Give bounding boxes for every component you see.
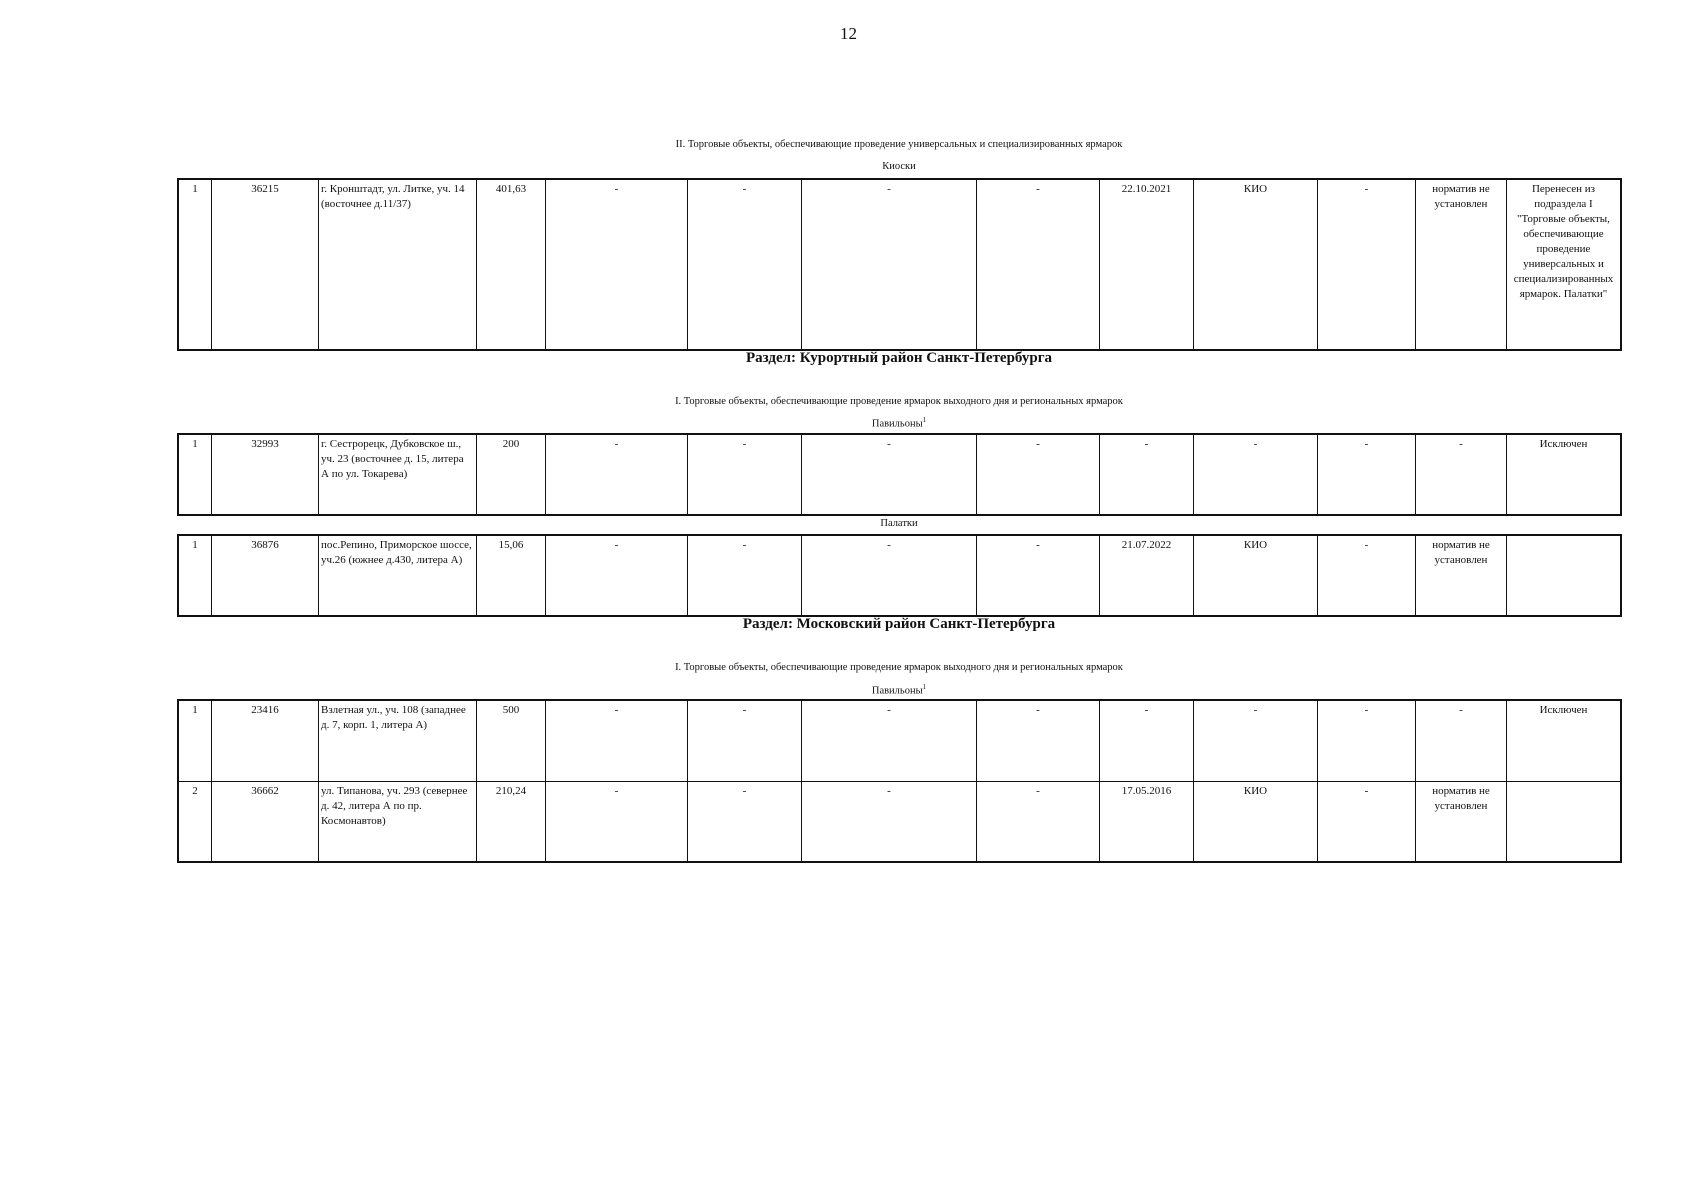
block2-subcaption-text: Павильоны	[871, 418, 923, 430]
cell-col7: -	[802, 435, 977, 515]
cell-area: 210,24	[477, 781, 546, 862]
cell-col11: -	[1318, 781, 1416, 862]
table-row	[179, 781, 1621, 862]
cell-area: 500	[477, 701, 546, 782]
cell-col8: -	[977, 536, 1100, 616]
block4-subcaption-text: Павильоны	[871, 685, 923, 697]
cell-col7: -	[802, 781, 977, 862]
cell-col5: -	[546, 435, 688, 515]
cell-col7: -	[802, 180, 977, 350]
table-row	[179, 180, 1621, 350]
cell-org: -	[1194, 701, 1318, 782]
cell-col8: -	[977, 180, 1100, 350]
block3-subcaption: Палатки	[880, 518, 918, 529]
cell-date: 21.07.2022	[1100, 536, 1194, 616]
cell-col7: -	[802, 536, 977, 616]
cell-area: 401,63	[477, 180, 546, 350]
cell-number: 2	[179, 781, 212, 862]
footnote-mark: 1	[922, 683, 927, 691]
cell-col6: -	[688, 435, 802, 515]
cell-date: -	[1100, 701, 1194, 782]
cell-id: 23416	[212, 701, 319, 782]
cell-col8: -	[977, 701, 1100, 782]
cell-norm: норматив не установлен	[1416, 180, 1507, 350]
block4-subcaption	[178, 683, 1620, 697]
cell-col11: -	[1318, 180, 1416, 350]
cell-id: 36876	[212, 536, 319, 616]
cell-org: КИО	[1194, 536, 1318, 616]
cell-note: Исключен	[1507, 701, 1621, 782]
cell-col5: -	[546, 701, 688, 782]
section-heading-kurortny: Раздел: Курортный район Санкт-Петербурга	[745, 350, 1053, 366]
cell-number: 1	[179, 435, 212, 515]
cell-col6: -	[688, 180, 802, 350]
cell-norm: норматив не установлен	[1416, 536, 1507, 616]
cell-address: пос.Репино, Приморское шоссе, уч.26 (южнее д.430, литера А)	[319, 536, 477, 616]
cell-date: 17.05.2016	[1100, 781, 1194, 862]
cell-norm: норматив не установлен	[1416, 781, 1507, 862]
cell-col6: -	[688, 781, 802, 862]
cell-address: г. Сестрорецк, Дубковское ш., уч. 23 (восточнее д. 15, литера А по ул. Токарева)	[319, 435, 477, 515]
table-pavilions-kurortny	[178, 434, 1621, 515]
cell-norm: -	[1416, 435, 1507, 515]
footnote-mark: 1	[922, 416, 927, 424]
cell-note: Исключен	[1507, 435, 1621, 515]
block2-subcaption	[178, 416, 1620, 430]
table-tents-kurortny	[178, 535, 1621, 616]
block1-subcaption: Киоски	[882, 161, 916, 172]
cell-col8: -	[977, 435, 1100, 515]
cell-number: 1	[179, 536, 212, 616]
cell-note	[1507, 536, 1621, 616]
cell-address: ул. Типанова, уч. 293 (севернее д. 42, литера А по пр. Космонавтов)	[319, 781, 477, 862]
cell-norm: -	[1416, 701, 1507, 782]
cell-id: 36215	[212, 180, 319, 350]
table-row	[179, 435, 1621, 515]
cell-org: -	[1194, 435, 1318, 515]
cell-id: 32993	[212, 435, 319, 515]
block4-caption: I. Торговые объекты, обеспечивающие проведение ярмарок выходного дня и региональных ярмарок	[675, 662, 1123, 673]
cell-note	[1507, 781, 1621, 862]
table-kiosks	[178, 179, 1621, 350]
cell-area: 15,06	[477, 536, 546, 616]
cell-address: г. Кронштадт, ул. Литке, уч. 14 (восточнее д.11/37)	[319, 180, 477, 350]
cell-col6: -	[688, 701, 802, 782]
cell-col5: -	[546, 180, 688, 350]
cell-col11: -	[1318, 435, 1416, 515]
cell-number: 1	[179, 180, 212, 350]
table-row	[179, 701, 1621, 782]
cell-number: 1	[179, 701, 212, 782]
page-number: 12	[840, 24, 857, 43]
cell-col5: -	[546, 536, 688, 616]
cell-date: 22.10.2021	[1100, 180, 1194, 350]
block2-caption: I. Торговые объекты, обеспечивающие проведение ярмарок выходного дня и региональных ярмарок	[675, 396, 1123, 407]
cell-col7: -	[802, 701, 977, 782]
cell-col6: -	[688, 536, 802, 616]
cell-col8: -	[977, 781, 1100, 862]
section-heading-moskovsky: Раздел: Московский район Санкт-Петербурга	[742, 616, 1056, 632]
cell-address: Взлетная ул., уч. 108 (западнее д. 7, корп. 1, литера А)	[319, 701, 477, 782]
cell-id: 36662	[212, 781, 319, 862]
cell-org: КИО	[1194, 781, 1318, 862]
cell-col11: -	[1318, 536, 1416, 616]
cell-date: -	[1100, 435, 1194, 515]
table-row	[179, 536, 1621, 616]
cell-col5: -	[546, 781, 688, 862]
table-pavilions-moskovsky	[178, 700, 1621, 862]
cell-note: Перенесен из подраздела I "Торговые объекты, обеспечивающие проведение универсальных и специализированных ярмарок. Палатки"	[1507, 180, 1621, 350]
cell-col11: -	[1318, 701, 1416, 782]
cell-org: КИО	[1194, 180, 1318, 350]
cell-area: 200	[477, 435, 546, 515]
block1-caption: II. Торговые объекты, обеспечивающие проведение универсальных и специализированных ярмарок	[675, 139, 1123, 150]
